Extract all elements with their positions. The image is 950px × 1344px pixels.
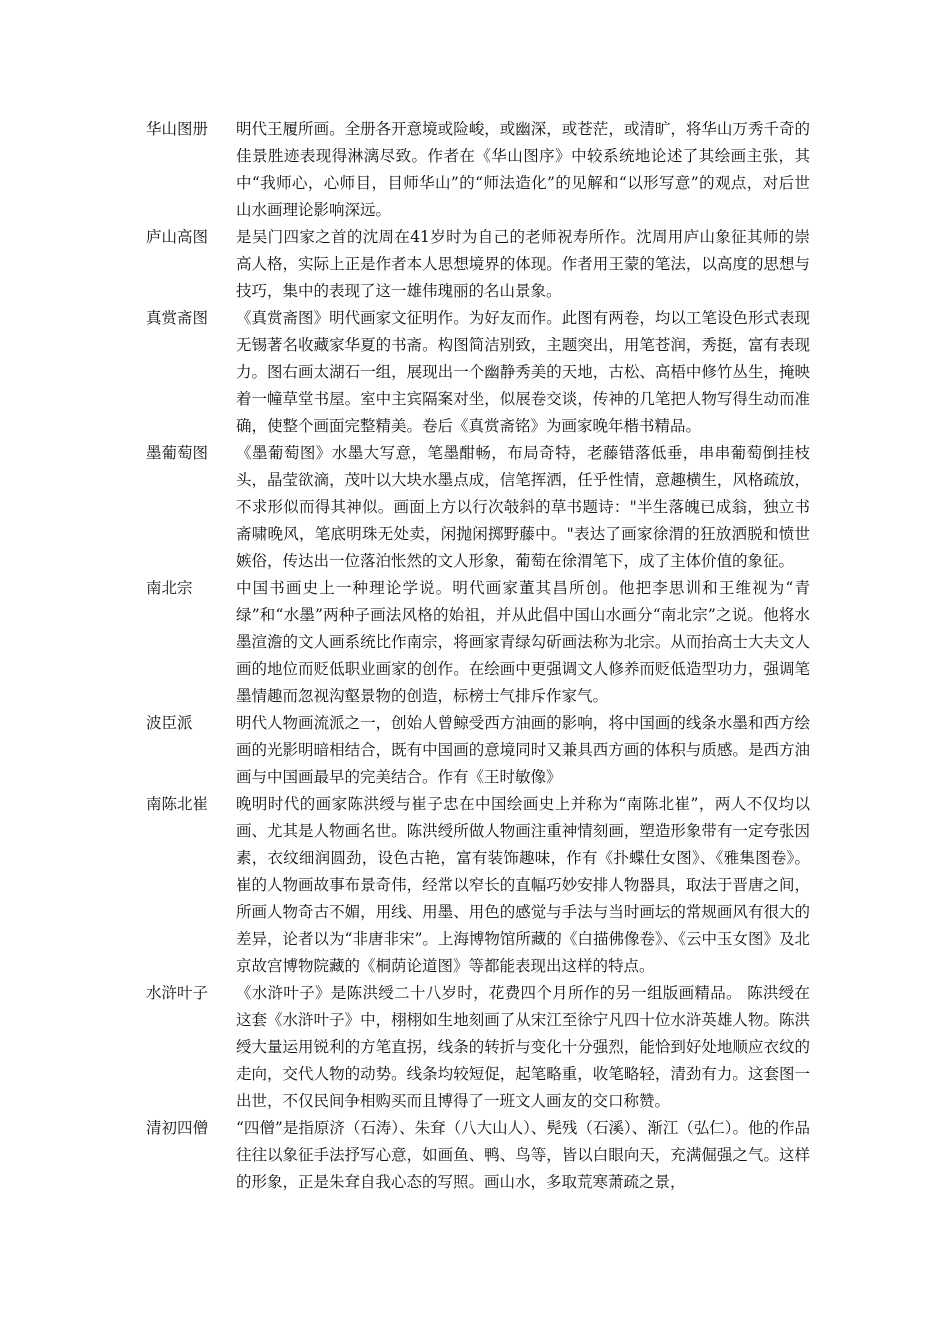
entry-term: 墨葡萄图	[146, 444, 209, 462]
entry-definition: 《水浒叶子》是陈洪绶二十八岁时，花费四个月所作的另一组版画精品。 陈洪绶在这套《水浒叶子》中，栩栩如生地刻画了从宋江至徐宁凡四十位水浒英雄人物。陈洪绶大量运用锐利的方笔直拐，线条的转折与变化十分强烈，能恰到好处地顺应衣纹的走向，交代人物的动势。线条均较短促，起笔略重，收笔略轻，清劲有力。这套图一出世，不仅民间争相购买而且博得了一班文人画友的交口称赞。	[236, 984, 810, 1110]
glossary-entry	[146, 710, 810, 791]
entry-definition: 《真赏斋图》明代画家文征明作。为好友而作。此图有两卷，均以工笔设色形式表现无锡著名收藏家华夏的书斋。构图简洁别致，主题突出，用笔苍润，秀挺，富有表现力。图右画太湖石一组，展现出一个幽静秀美的天地，古松、高梧中修竹丛生，掩映着一幢草堂书屋。室中主宾隔案对坐，似展卷交谈，传神的几笔把人物写得生动而准确，使整个画面完整精美。卷后《真赏斋铭》为画家晚年楷书精品。	[236, 309, 810, 435]
entry-definition: 明代人物画流派之一，创始人曾鲸受西方油画的影响，将中国画的线条水墨和西方绘画的光影明暗相结合，既有中国画的意境同时又兼具西方画的体积与质感。是西方油画与中国画最早的完美结合。作有《王时敏像》	[236, 714, 810, 786]
entry-term: 南陈北崔	[146, 795, 209, 813]
glossary-entry	[146, 791, 810, 980]
glossary-entry	[146, 980, 810, 1115]
glossary-list	[146, 116, 810, 1196]
entry-definition: 明代王履所画。全册各开意境或险峻，或幽深，或苍茫，或清旷，将华山万秀千奇的佳景胜迹表现得淋漓尽致。作者在《华山图序》中较系统地论述了其绘画主张，其中“我师心，心师目，目师华山”的“师法造化”的见解和“以形写意”的观点，对后世山水画理论影响深远。	[236, 120, 810, 219]
entry-definition: 晚明时代的画家陈洪绶与崔子忠在中国绘画史上并称为“南陈北崔”，两人不仅均以画、尤其是人物画名世。陈洪绶所做人物画注重神情刻画，塑造形象带有一定夸张因素，衣纹细润圆劲，设色古艳，富有装饰趣味，作有《扑蝶仕女图》、《雅集图卷》。崔的人物画故事布景奇伟，经常以窄长的直幅巧妙安排人物器具，取法于晋唐之间，所画人物奇古不媚，用线、用墨、用色的感觉与手法与当时画坛的常规画风有很大的差异，论者以为“非唐非宋”。上海博物馆所藏的《白描佛像卷》、《云中玉女图》及北京故宫博物院藏的《桐荫论道图》等都能表现出这样的特点。	[236, 795, 810, 975]
entry-definition: 中国书画史上一种理论学说。明代画家董其昌所创。他把李思训和王维视为“青绿”和“水墨”两种子画法风格的始祖，并从此倡中国山水画分“南北宗”之说。他将水墨渲澹的文人画系统比作南宗，将画家青绿勾斫画法称为北宗。从而抬高士大夫文人画的地位而贬低职业画家的创作。在绘画中更强调文人修养而贬低造型功力，强调笔墨情趣而忽视沟壑景物的创造，标榜士气排斥作家气。	[236, 579, 810, 705]
glossary-entry	[146, 440, 810, 575]
glossary-entry	[146, 116, 810, 224]
entry-term: 清初四僧	[146, 1119, 209, 1137]
entry-definition: 是吴门四家之首的沈周在41岁时为自己的老师祝寿所作。沈周用庐山象征其师的崇高人格，实际上正是作者本人思想境界的体现。作者用王蒙的笔法，以高度的思想与技巧，集中的表现了这一雄伟瑰丽的名山景象。	[236, 228, 810, 300]
entry-term: 真赏斋图	[146, 309, 209, 327]
entry-definition: “四僧”是指原济（石涛）、朱耷（八大山人）、髡残（石溪）、渐江（弘仁）。他的作品往往以象征手法抒写心意，如画鱼、鸭、鸟等，皆以白眼向天，充满倔强之气。这样的形象，正是朱耷自我心态的写照。画山水，多取荒寒萧疏之景，	[236, 1119, 810, 1191]
entry-term: 波臣派	[146, 714, 193, 732]
glossary-entry	[146, 575, 810, 710]
glossary-entry	[146, 224, 810, 305]
glossary-entry	[146, 305, 810, 440]
entry-term: 华山图册	[146, 120, 209, 138]
entry-definition: 《墨葡萄图》水墨大写意，笔墨酣畅，布局奇特，老藤错落低垂，串串葡萄倒挂枝头，晶莹欲滴，茂叶以大块水墨点成，信笔挥洒，任乎性情，意趣横生，风格疏放，不求形似而得其神似。画面上方以行次攲斜的草书题诗："半生落魄已成翁，独立书斋啸晚风，笔底明珠无处卖，闲抛闲掷野藤中。"表达了画家徐渭的狂放洒脱和愤世嫉俗，传达出一位落泊怅然的文人形象，葡萄在徐渭笔下，成了主体价值的象征。	[236, 444, 810, 570]
entry-term: 南北宗	[146, 579, 193, 597]
entry-term: 庐山高图	[146, 228, 209, 246]
entry-term: 水浒叶子	[146, 984, 209, 1002]
glossary-entry	[146, 1115, 810, 1196]
